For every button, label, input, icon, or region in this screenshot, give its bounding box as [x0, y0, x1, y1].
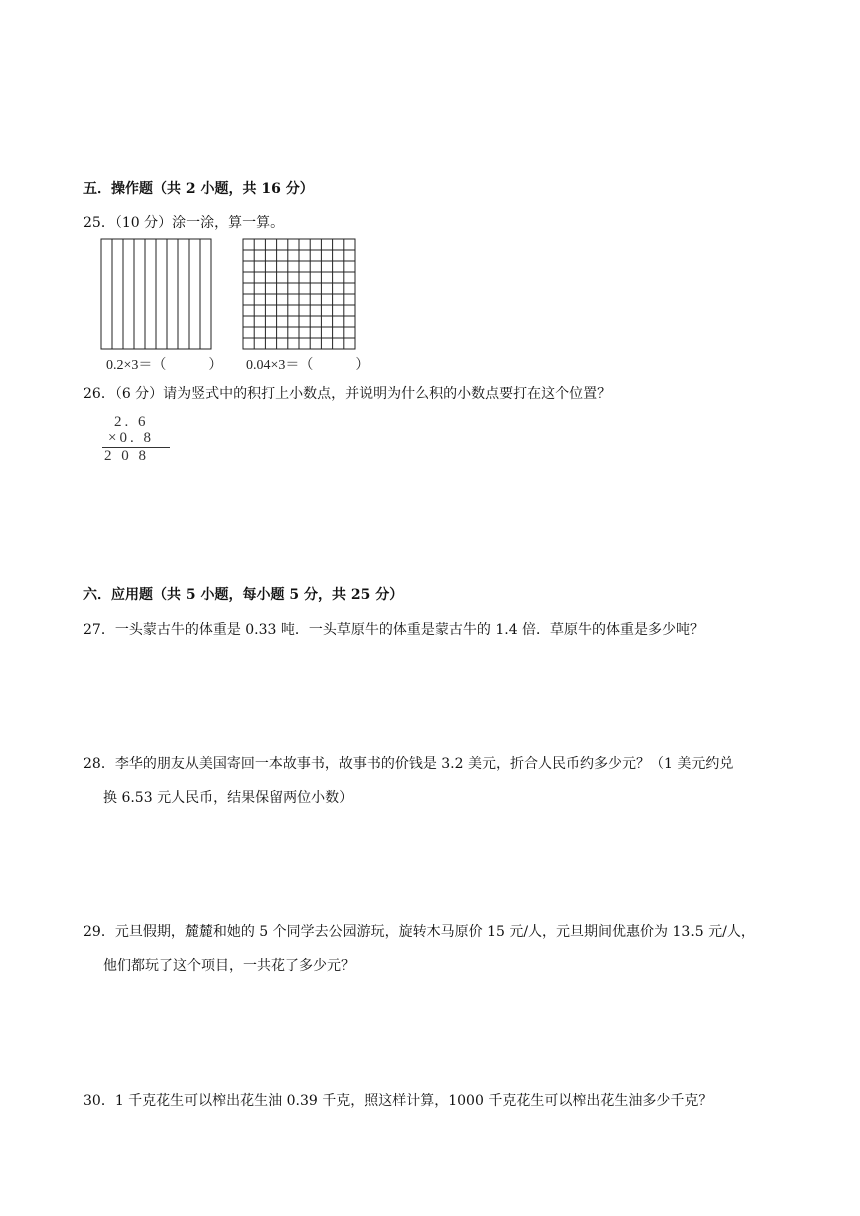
section-5-title: 五．操作题（共 2 小题，共 16 分）: [83, 181, 314, 197]
product: 2 0 8: [104, 448, 149, 464]
multiplicand: 2. 6: [114, 414, 149, 430]
question-27-text: 27．一头蒙古牛的体重是 0.33 吨．一头草原牛的体重是蒙古牛的 1.4 倍．草原牛的体重是多少吨？: [83, 622, 705, 638]
question-29-line-1: 29．元旦假期，麓麓和她的 5 个同学去公园游玩，旋转木马原价 15 元/人，元旦期间优惠价为 13.5 元/人，: [83, 924, 755, 940]
question-25-text: 25．（10 分）涂一涂，算一算。: [83, 215, 285, 231]
vertical-multiplication: [100, 414, 172, 466]
hundredths-grid-figure: [242, 238, 360, 353]
section-6-title: 六．应用题（共 5 小题，每小题 5 分，共 25 分）: [83, 587, 404, 603]
figure-1-label: 0.2×3＝（ ）: [106, 358, 223, 373]
multiplier: ×0. 8: [108, 430, 154, 446]
figure-2-label: 0.04×3＝（ ）: [246, 358, 370, 373]
tenths-strip-figure: [100, 238, 220, 353]
question-28-line-1: 28．李华的朋友从美国寄回一本故事书，故事书的价钱是 3.2 美元，折合人民币约多少元？（1 美元约兑: [83, 756, 734, 772]
question-28-line-2: 换 6.53 元人民币，结果保留两位小数）: [103, 790, 354, 806]
question-26-text: 26．（6 分）请为竖式中的积打上小数点，并说明为什么积的小数点要打在这个位置？: [83, 386, 612, 402]
question-29-line-2: 他们都玩了这个项目，一共花了多少元？: [103, 958, 355, 974]
question-30-text: 30．1 千克花生可以榨出花生油 0.39 千克，照这样计算，1000 千克花生可以榨出花生油多少千克？: [83, 1093, 713, 1109]
